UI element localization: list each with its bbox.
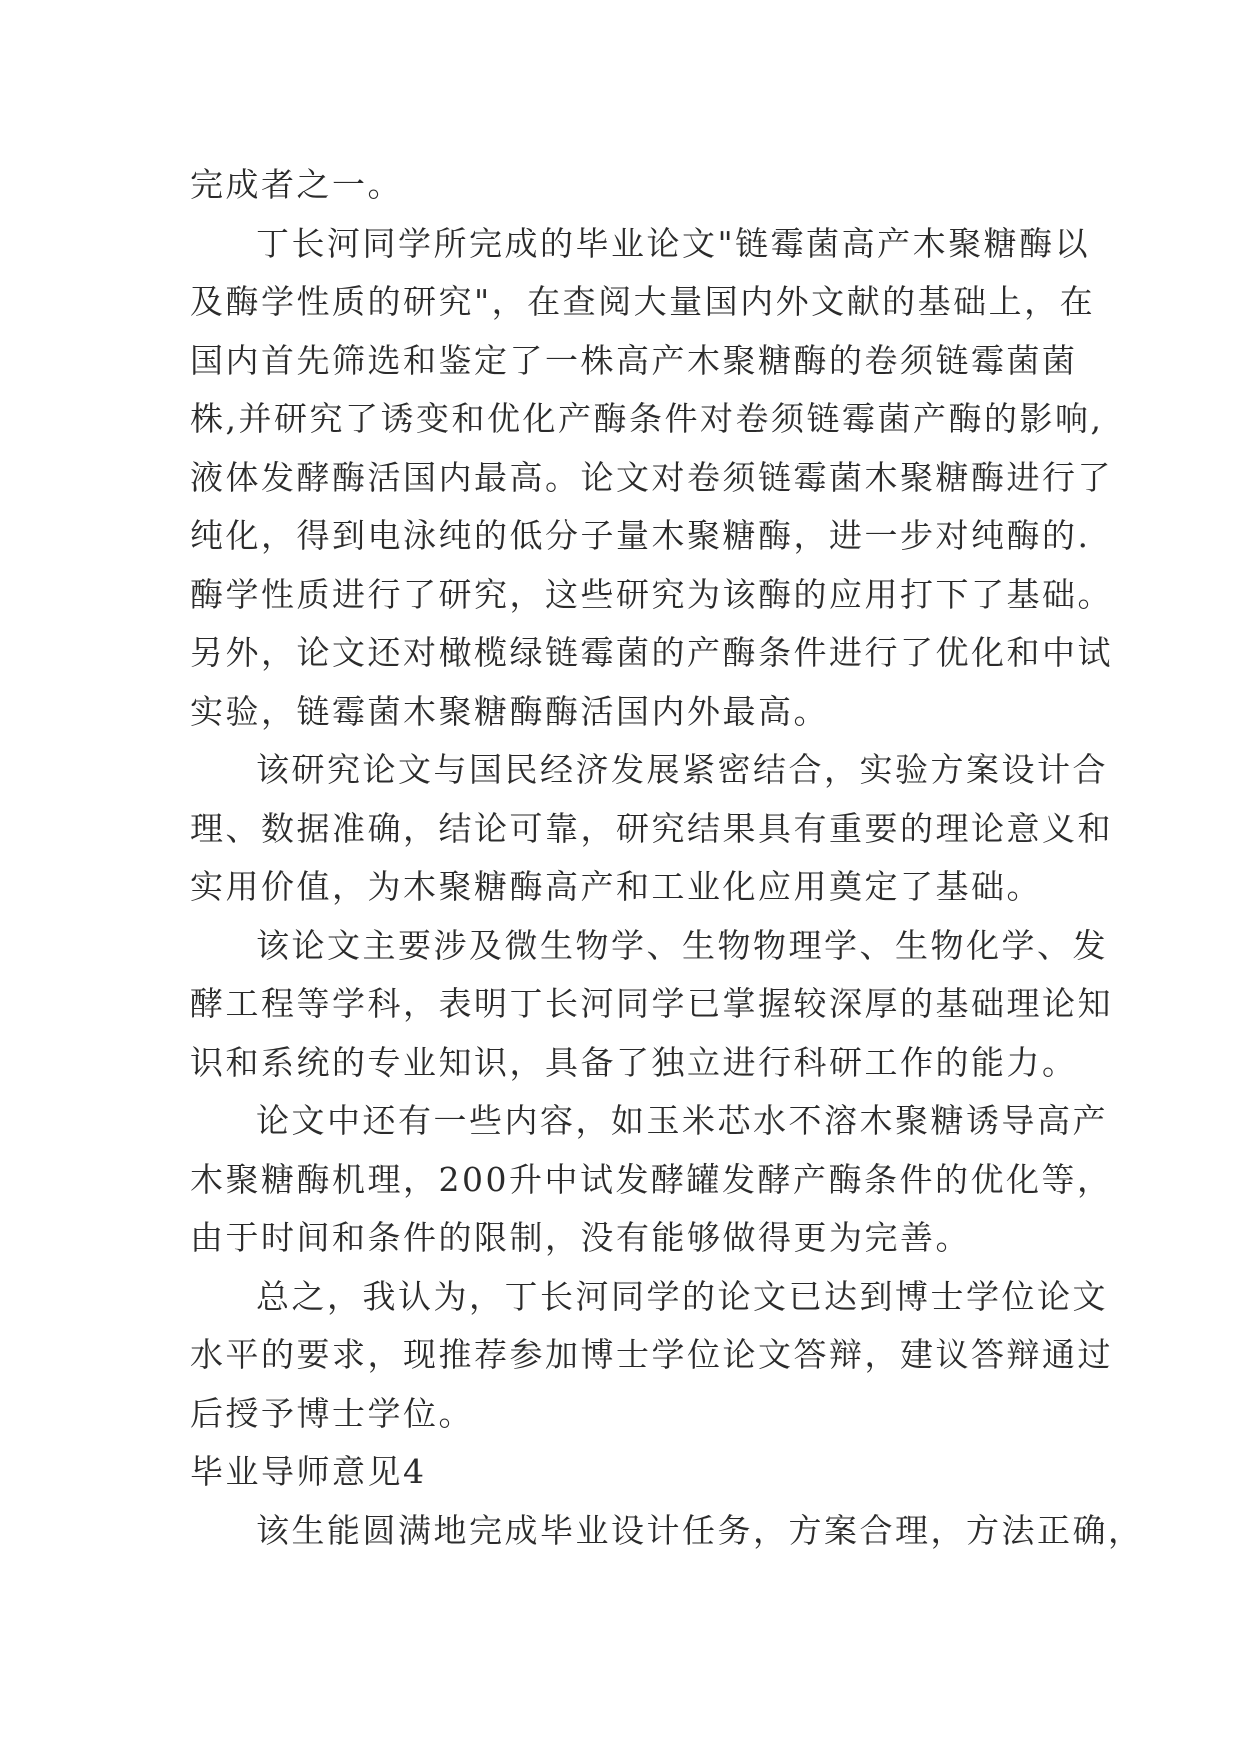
text-line: 后授予博士学位。 xyxy=(190,1393,474,1433)
text-line: 纯化，得到电泳纯的低分子量木聚糖酶，进一步对纯酶的. xyxy=(190,516,1091,555)
text-line: 理、数据准确，结论可靠，研究结果具有重要的理论意义和 xyxy=(190,808,1113,848)
document-body xyxy=(190,156,1144,1560)
text-line: 识和系统的专业知识，具备了独立进行科研工作的能力。 xyxy=(190,1042,1078,1082)
text-line: 论文中还有一些内容，如玉米芯水不溶木聚糖诱导高产 xyxy=(256,1101,1108,1140)
text-line: 完成者之一。 xyxy=(190,165,403,204)
text-line: 另外，论文还对橄榄绿链霉菌的产酶条件进行了优化和中试 xyxy=(190,633,1113,672)
text-line: 由于时间和条件的限制，没有能够做得更为完善。 xyxy=(190,1218,971,1257)
text-line: 该研究论文与国民经济发展紧密结合，实验方案设计合 xyxy=(256,750,1108,789)
text-line: 该生能圆满地完成毕业设计任务，方案合理，方法正确， xyxy=(256,1510,1144,1550)
section-heading: 毕业导师意见4 xyxy=(190,1452,427,1491)
text-line: 及酶学性质的研究"，在查阅大量国内外文献的基础上，在 xyxy=(190,282,1096,321)
text-line: 酵工程等学科，表明丁长河同学已掌握较深厚的基础理论知 xyxy=(190,984,1113,1023)
text-line: 水平的要求，现推荐参加博士学位论文答辩，建议答辩通过 xyxy=(190,1335,1113,1374)
text-line: 总之，我认为，丁长河同学的论文已达到博士学位论文 xyxy=(256,1276,1108,1316)
text-line: 实验，链霉菌木聚糖酶酶活国内外最高。 xyxy=(190,691,829,731)
text-line: 液体发酵酶活国内最高。论文对卷须链霉菌木聚糖酶进行了 xyxy=(190,457,1113,497)
text-line: 木聚糖酶机理，200升中试发酵罐发酵产酶条件的优化等， xyxy=(190,1159,1113,1199)
text-line: 实用价值，为木聚糖酶高产和工业化应用奠定了基础。 xyxy=(190,867,1042,906)
text-line: 丁长河同学所完成的毕业论文"链霉菌高产木聚糖酶以 xyxy=(256,223,1091,263)
text-line: 该论文主要涉及微生物学、生物物理学、生物化学、发 xyxy=(256,925,1108,965)
text-line: 国内首先筛选和鉴定了一株高产木聚糖酶的卷须链霉菌菌 xyxy=(190,340,1078,380)
text-line: 株,并研究了诱变和优化产酶条件对卷须链霉菌产酶的影响, xyxy=(190,399,1104,438)
text-line: 酶学性质进行了研究，这些研究为该酶的应用打下了基础。 xyxy=(190,574,1113,614)
